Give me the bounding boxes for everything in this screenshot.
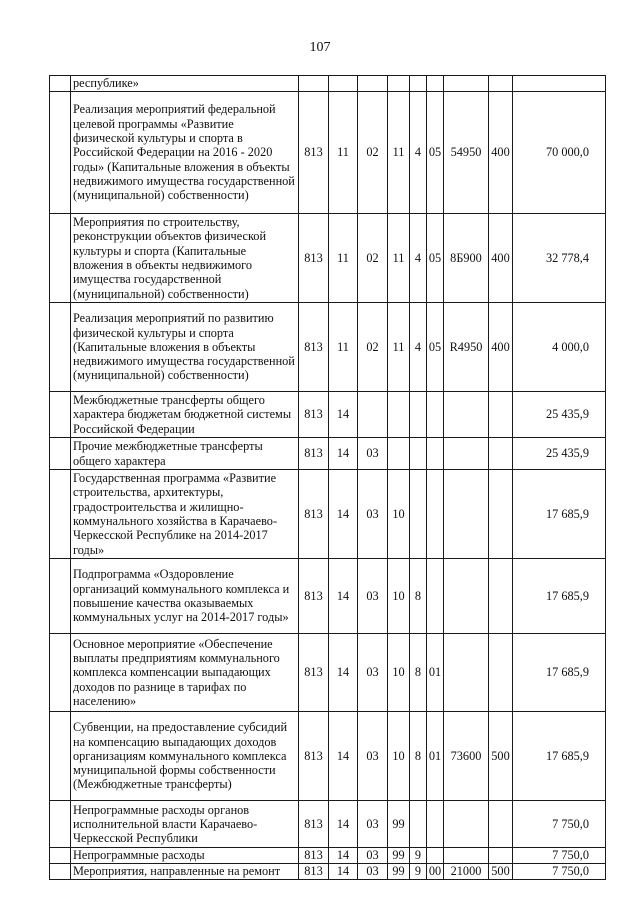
- direction-code: 8Б900: [444, 214, 489, 303]
- row-amount: 7 750,0: [513, 864, 606, 880]
- table-row: [50, 470, 606, 559]
- row-amount: 7 750,0: [513, 801, 606, 848]
- direction-code: 21000: [444, 864, 489, 880]
- row-number-cell: [50, 634, 71, 712]
- row-number-cell: [50, 864, 71, 880]
- program-code: 11: [388, 92, 410, 214]
- expense-type-code: [489, 848, 513, 864]
- direction-code: [444, 76, 489, 92]
- row-amount: 70 000,0: [513, 92, 606, 214]
- row-amount: 25 435,9: [513, 438, 606, 470]
- row-name: Основное мероприятие «Обеспечение выплаты предприятиям коммунального комплекса компенсации выпадающих доходов по разнице в тарифах по населению»: [71, 634, 299, 712]
- subprogram-code: 9: [410, 848, 427, 864]
- event-code: 01: [427, 712, 444, 801]
- subsection-code: 03: [358, 470, 388, 559]
- page-number: 107: [309, 40, 331, 55]
- expense-type-code: 400: [489, 214, 513, 303]
- expense-type-code: [489, 470, 513, 559]
- section-code: 14: [329, 392, 358, 438]
- row-amount: [513, 76, 606, 92]
- ministry-code: 813: [299, 634, 329, 712]
- subprogram-code: 8: [410, 712, 427, 801]
- row-name: Реализация мероприятий федеральной целевой программы «Развитие физической культуры и спорта в Российской Федерации на 2016 - 2020 годы» (Капитальные вложения в объекты недвижимого имущества государственной (муниципальной) собственности): [71, 92, 299, 214]
- subprogram-code: 4: [410, 214, 427, 303]
- budget-table: [49, 75, 606, 880]
- subsection-code: 03: [358, 864, 388, 880]
- row-name: республике»: [71, 76, 299, 92]
- subprogram-code: 4: [410, 303, 427, 392]
- ministry-code: 813: [299, 392, 329, 438]
- direction-code: [444, 801, 489, 848]
- subprogram-code: [410, 76, 427, 92]
- expense-type-code: [489, 76, 513, 92]
- direction-code: [444, 438, 489, 470]
- row-name: Подпрограмма «Оздоровление организаций коммунального комплекса и повышение качества оказываемых коммунальных услуг на 2014-2017 годы»: [71, 559, 299, 634]
- row-name: Непрограммные расходы: [71, 848, 299, 864]
- subsection-code: 02: [358, 303, 388, 392]
- row-name: Государственная программа «Развитие строительства, архитектуры, градостроительства и жилищно-коммунального хозяйства в Карачаево-Черкесской Республике на 2014-2017 годы»: [71, 470, 299, 559]
- section-code: 14: [329, 438, 358, 470]
- row-amount: 4 000,0: [513, 303, 606, 392]
- row-number-cell: [50, 848, 71, 864]
- subsection-code: 02: [358, 214, 388, 303]
- event-code: [427, 438, 444, 470]
- ministry-code: 813: [299, 470, 329, 559]
- row-name: Мероприятия по строительству, реконструкции объектов физической культуры и спорта (Капитальные вложения в объекты недвижимого имущества государственной (муниципальной) собственности): [71, 214, 299, 303]
- program-code: 99: [388, 864, 410, 880]
- expense-type-code: [489, 801, 513, 848]
- row-amount: 32 778,4: [513, 214, 606, 303]
- direction-code: [444, 848, 489, 864]
- subsection-code: 03: [358, 848, 388, 864]
- direction-code: [444, 392, 489, 438]
- ministry-code: 813: [299, 438, 329, 470]
- subprogram-code: 8: [410, 634, 427, 712]
- row-number-cell: [50, 470, 71, 559]
- program-code: 10: [388, 634, 410, 712]
- program-code: 99: [388, 848, 410, 864]
- section-code: 14: [329, 801, 358, 848]
- row-name: Реализация мероприятий по развитию физической культуры и спорта (Капитальные вложения в объекты недвижимого имущества государственной (муниципальной) собственности): [71, 303, 299, 392]
- ministry-code: 813: [299, 559, 329, 634]
- subprogram-code: [410, 470, 427, 559]
- subprogram-code: 9: [410, 864, 427, 880]
- program-code: [388, 438, 410, 470]
- event-code: 05: [427, 92, 444, 214]
- row-name: Субвенции, на предоставление субсидий на компенсацию выпадающих доходов организациям коммунального комплекса муниципальной формы собственности (Межбюджетные трансферты): [71, 712, 299, 801]
- row-number-cell: [50, 92, 71, 214]
- program-code: 10: [388, 559, 410, 634]
- row-amount: 17 685,9: [513, 712, 606, 801]
- program-code: 11: [388, 303, 410, 392]
- table-row: [50, 801, 606, 848]
- table-row: [50, 848, 606, 864]
- expense-type-code: 500: [489, 712, 513, 801]
- direction-code: 73600: [444, 712, 489, 801]
- table-row: [50, 92, 606, 214]
- subprogram-code: [410, 801, 427, 848]
- expense-type-code: [489, 438, 513, 470]
- expense-type-code: [489, 559, 513, 634]
- row-name: Прочие межбюджетные трансферты общего характера: [71, 438, 299, 470]
- table-row: [50, 76, 606, 92]
- table-row: [50, 303, 606, 392]
- subprogram-code: 4: [410, 92, 427, 214]
- ministry-code: [299, 76, 329, 92]
- subsection-code: 03: [358, 801, 388, 848]
- expense-type-code: 400: [489, 92, 513, 214]
- event-code: [427, 848, 444, 864]
- row-number-cell: [50, 76, 71, 92]
- row-amount: 7 750,0: [513, 848, 606, 864]
- table-row: [50, 559, 606, 634]
- section-code: 14: [329, 470, 358, 559]
- table-row: [50, 392, 606, 438]
- table-row: [50, 634, 606, 712]
- section-code: 14: [329, 848, 358, 864]
- subprogram-code: [410, 438, 427, 470]
- section-code: [329, 76, 358, 92]
- subprogram-code: 8: [410, 559, 427, 634]
- section-code: 11: [329, 214, 358, 303]
- row-number-cell: [50, 214, 71, 303]
- ministry-code: 813: [299, 712, 329, 801]
- event-code: [427, 392, 444, 438]
- subsection-code: [358, 392, 388, 438]
- section-code: 14: [329, 712, 358, 801]
- program-code: 11: [388, 214, 410, 303]
- row-amount: 17 685,9: [513, 470, 606, 559]
- table-row: [50, 712, 606, 801]
- row-name: Непрограммные расходы органов исполнительной власти Карачаево-Черкесской Республики: [71, 801, 299, 848]
- program-code: [388, 392, 410, 438]
- ministry-code: 813: [299, 848, 329, 864]
- event-code: [427, 470, 444, 559]
- direction-code: [444, 470, 489, 559]
- event-code: 05: [427, 214, 444, 303]
- subsection-code: 02: [358, 92, 388, 214]
- ministry-code: 813: [299, 864, 329, 880]
- event-code: 00: [427, 864, 444, 880]
- program-code: 99: [388, 801, 410, 848]
- direction-code: 54950: [444, 92, 489, 214]
- ministry-code: 813: [299, 214, 329, 303]
- expense-type-code: 400: [489, 303, 513, 392]
- direction-code: [444, 634, 489, 712]
- table-row: [50, 438, 606, 470]
- expense-type-code: 500: [489, 864, 513, 880]
- subprogram-code: [410, 392, 427, 438]
- ministry-code: 813: [299, 92, 329, 214]
- ministry-code: 813: [299, 303, 329, 392]
- direction-code: R4950: [444, 303, 489, 392]
- subsection-code: 03: [358, 559, 388, 634]
- subsection-code: [358, 76, 388, 92]
- expense-type-code: [489, 634, 513, 712]
- event-code: [427, 76, 444, 92]
- event-code: [427, 559, 444, 634]
- expense-type-code: [489, 392, 513, 438]
- event-code: 05: [427, 303, 444, 392]
- program-code: 10: [388, 470, 410, 559]
- direction-code: [444, 559, 489, 634]
- event-code: [427, 801, 444, 848]
- table-row: [50, 214, 606, 303]
- row-name: Мероприятия, направленные на ремонт: [71, 864, 299, 880]
- row-number-cell: [50, 712, 71, 801]
- row-number-cell: [50, 392, 71, 438]
- row-number-cell: [50, 559, 71, 634]
- row-number-cell: [50, 303, 71, 392]
- program-code: [388, 76, 410, 92]
- section-code: 14: [329, 634, 358, 712]
- section-code: 11: [329, 92, 358, 214]
- row-amount: 17 685,9: [513, 559, 606, 634]
- row-number-cell: [50, 438, 71, 470]
- row-amount: 25 435,9: [513, 392, 606, 438]
- subsection-code: 03: [358, 438, 388, 470]
- row-name: Межбюджетные трансферты общего характера бюджетам бюджетной системы Российской Федерации: [71, 392, 299, 438]
- ministry-code: 813: [299, 801, 329, 848]
- section-code: 11: [329, 303, 358, 392]
- subsection-code: 03: [358, 712, 388, 801]
- subsection-code: 03: [358, 634, 388, 712]
- table-row: [50, 864, 606, 880]
- row-number-cell: [50, 801, 71, 848]
- section-code: 14: [329, 559, 358, 634]
- event-code: 01: [427, 634, 444, 712]
- row-amount: 17 685,9: [513, 634, 606, 712]
- program-code: 10: [388, 712, 410, 801]
- section-code: 14: [329, 864, 358, 880]
